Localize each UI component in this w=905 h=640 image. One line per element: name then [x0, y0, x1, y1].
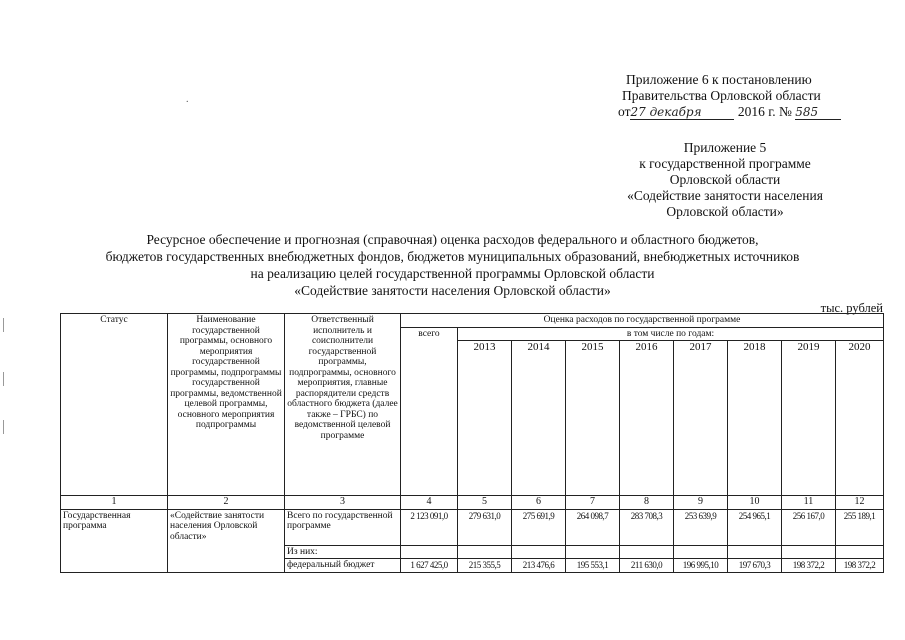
column-number: 11	[782, 496, 836, 510]
title-line-3: на реализацию целей государственной программы Орловской области	[250, 266, 655, 281]
scan-mark: .	[186, 94, 189, 105]
margin-tick	[3, 420, 4, 434]
header-year: 2017	[674, 341, 728, 496]
value-cell: 197 670,3	[728, 559, 782, 573]
column-number: 7	[566, 496, 620, 510]
value-cell: 1 627 425,0	[401, 559, 458, 573]
header-year: 2019	[782, 341, 836, 496]
row-executor: Всего по государственной программе	[285, 509, 401, 545]
value-cell: 255 189,1	[836, 509, 884, 545]
empty-cell	[782, 545, 836, 559]
value-cell: 213 476,6	[512, 559, 566, 573]
empty-cell	[566, 545, 620, 559]
annex-line-2: Правительства Орловской области	[622, 88, 821, 103]
column-number-row	[61, 496, 884, 510]
annex2-line-4: «Содействие занятости населения	[627, 188, 823, 203]
header-name: Наименование государственной программы, основного мероприятия государственной программы, подпрограммы государственной программы, ведомственной целевой программы, основного мероприятия подпрограммы	[168, 314, 285, 496]
empty-cell	[620, 545, 674, 559]
header-year: 2016	[620, 341, 674, 496]
value-cell: 195 553,1	[566, 559, 620, 573]
empty-cell	[674, 545, 728, 559]
handwritten-number: 585	[795, 106, 841, 120]
empty-cell	[458, 545, 512, 559]
budget-table	[60, 313, 884, 573]
column-number: 12	[836, 496, 884, 510]
annex-header	[600, 72, 860, 120]
empty-cell	[836, 545, 884, 559]
value-cell: 198 372,2	[836, 559, 884, 573]
title-line-2: бюджетов государственных внебюджетных фондов, бюджетов муниципальных образований, внебюджетных источников	[105, 249, 800, 264]
header-total: всего	[401, 327, 458, 496]
header-year: 2013	[458, 341, 512, 496]
column-number: 4	[401, 496, 458, 510]
value-cell: 253 639,9	[674, 509, 728, 545]
header-year: 2014	[512, 341, 566, 496]
header-year: 2018	[728, 341, 782, 496]
row-executor: Из них:	[285, 545, 401, 559]
annex-date-line	[600, 104, 860, 120]
header-year: 2020	[836, 341, 884, 496]
annex-from-prefix: от	[618, 104, 631, 119]
value-cell: 264 098,7	[566, 509, 620, 545]
table-row	[61, 509, 884, 545]
value-cell: 2 123 091,0	[401, 509, 458, 545]
annex-5-header	[600, 140, 850, 220]
column-number: 10	[728, 496, 782, 510]
annex2-line-3: Орловской области	[669, 172, 781, 187]
title-line-1: Ресурсное обеспечение и прогнозная (справочная) оценка расходов федерального и областного бюджетов,	[146, 232, 759, 247]
header-executor: Ответственный исполнитель и соисполнители государственной программы, подпрограммы, основного мероприятия, главные распорядители средств областного бюджета (далее также – ГРБС) по ведомственной целевой программе	[285, 314, 401, 496]
annex-line-1: Приложение 6 к постановлению	[626, 72, 812, 87]
row-executor: федеральный бюджет	[285, 559, 401, 573]
annex2-line-5: Орловской области»	[666, 204, 784, 219]
header-by-years: в том числе по годам:	[458, 327, 884, 341]
title-line-4: «Содействие занятости населения Орловской области»	[294, 283, 611, 298]
column-number: 9	[674, 496, 728, 510]
value-cell: 279 631,0	[458, 509, 512, 545]
header-status: Статус	[61, 314, 168, 496]
annex2-line-1: Приложение 5	[683, 140, 767, 155]
document-title	[40, 231, 865, 299]
value-cell: 256 167,0	[782, 509, 836, 545]
margin-tick	[3, 372, 4, 386]
handwritten-date: 27 декабря	[630, 106, 734, 120]
row-name: «Содействие занятости населения Орловской области»	[168, 509, 285, 572]
units-label: тыс. рублей	[820, 301, 883, 315]
empty-cell	[728, 545, 782, 559]
column-number: 1	[61, 496, 168, 510]
row-status: Государственная программа	[61, 509, 168, 572]
header-estimate: Оценка расходов по государственной программе	[401, 314, 884, 328]
empty-cell	[401, 545, 458, 559]
column-number: 3	[285, 496, 401, 510]
column-number: 5	[458, 496, 512, 510]
column-number: 8	[620, 496, 674, 510]
margin-tick	[3, 318, 4, 332]
value-cell: 275 691,9	[512, 509, 566, 545]
annex-year-text: 2016 г. №	[737, 104, 792, 119]
column-number: 2	[168, 496, 285, 510]
value-cell: 283 708,3	[620, 509, 674, 545]
value-cell: 198 372,2	[782, 559, 836, 573]
value-cell: 254 965,1	[728, 509, 782, 545]
header-year: 2015	[566, 341, 620, 496]
annex2-line-2: к государственной программе	[639, 156, 811, 171]
value-cell: 215 355,5	[458, 559, 512, 573]
value-cell: 196 995,10	[674, 559, 728, 573]
empty-cell	[512, 545, 566, 559]
column-number: 6	[512, 496, 566, 510]
value-cell: 211 630,0	[620, 559, 674, 573]
